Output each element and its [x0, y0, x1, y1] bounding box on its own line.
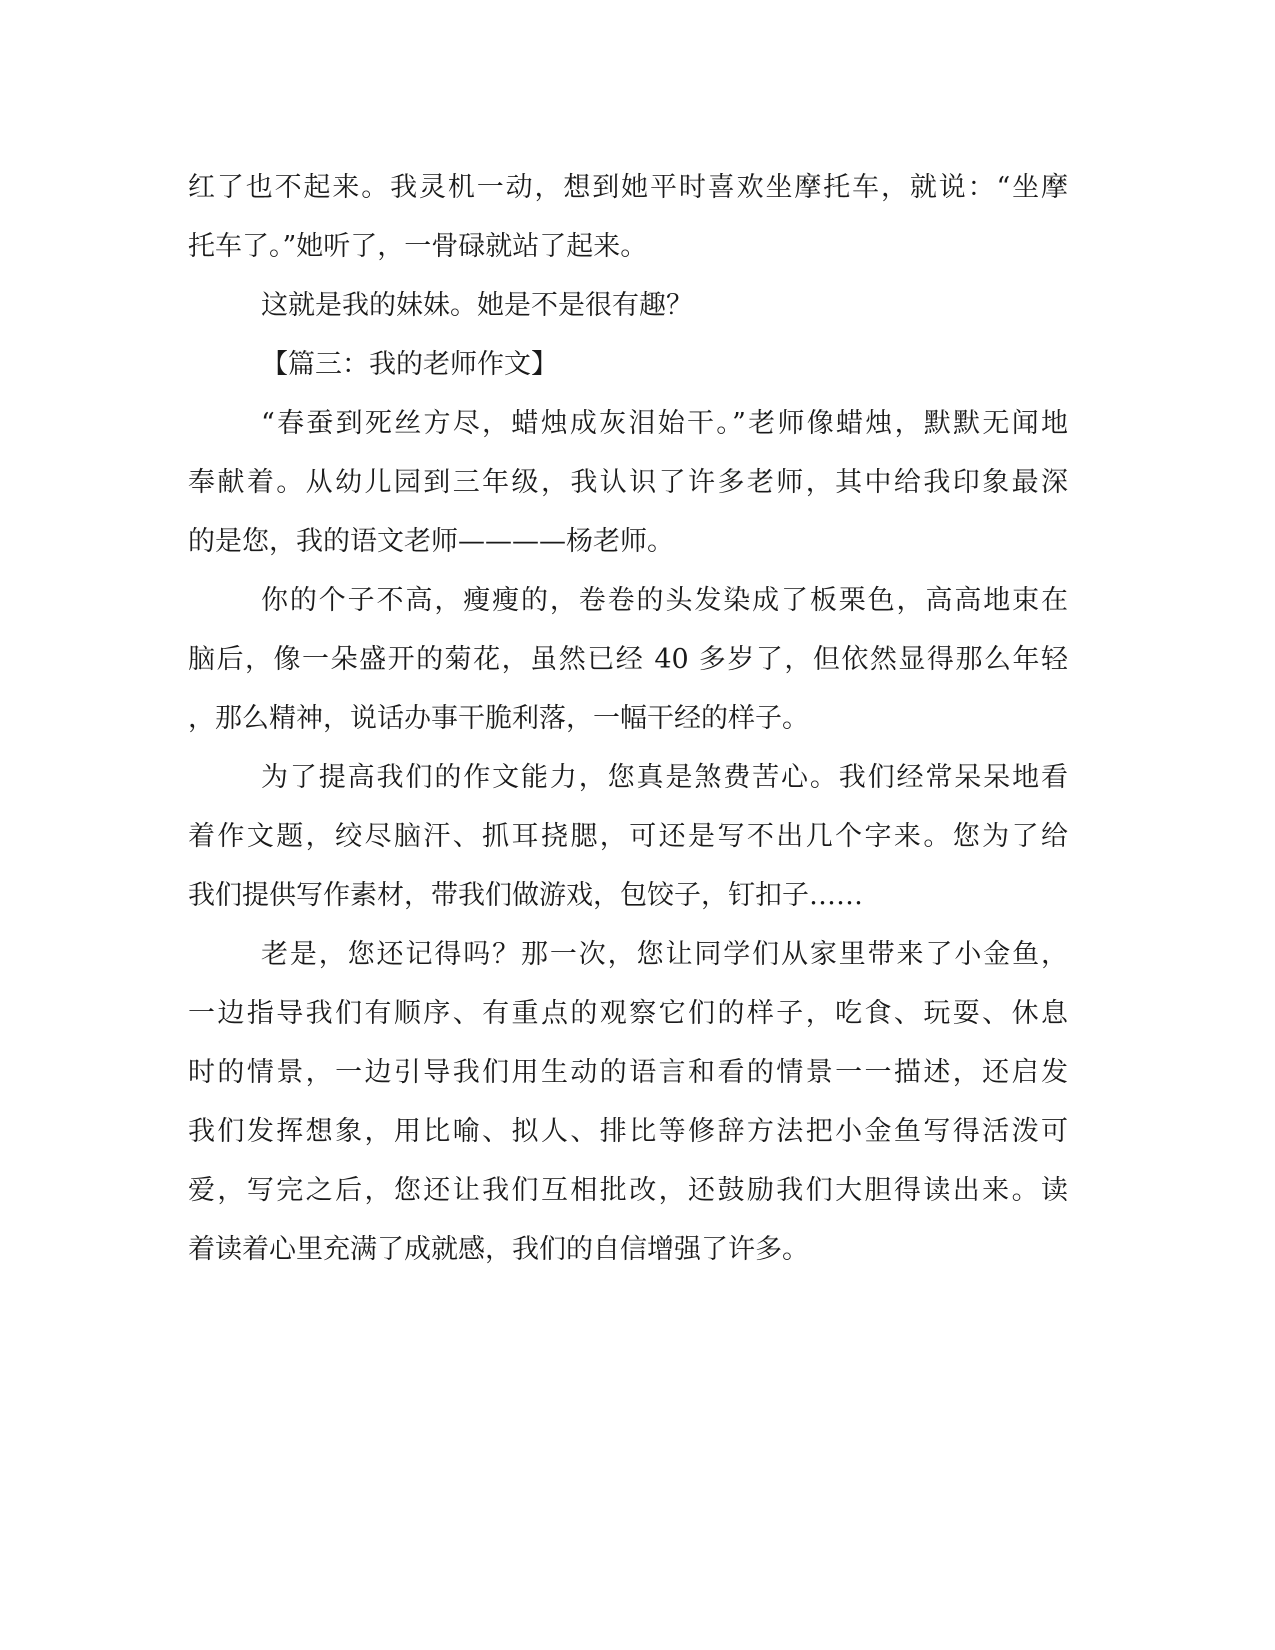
text-line: 着读着心里充满了成就感，我们的自信增强了许多。: [188, 1234, 809, 1265]
text-line: 老是，您还记得吗？那一次，您让同学们从家里带来了小金鱼，: [261, 939, 1068, 970]
text-line: 为了提高我们的作文能力，您真是煞费苦心。我们经常呆呆地看: [261, 762, 1068, 793]
text-line: 我们发挥想象，用比喻、拟人、排比等修辞方法把小金鱼写得活泼可: [188, 1116, 1068, 1147]
text-line: 托车了。”她听了，一骨碌就站了起来。: [188, 231, 648, 262]
text-line: 红了也不起来。我灵机一动，想到她平时喜欢坐摩托车，就说：“坐摩: [188, 172, 1068, 203]
text-line: ，那么精神，说话办事干脆利落，一幅干经的样子。: [188, 703, 809, 734]
text-line: “春蚕到死丝方尽，蜡烛成灰泪始干。”老师像蜡烛，默默无闻地: [261, 408, 1068, 439]
text-line: 着作文题，绞尽脑汗、抓耳挠腮，可还是写不出几个字来。您为了给: [188, 821, 1068, 852]
text-line: 时的情景，一边引导我们用生动的语言和看的情景一一描述，还启发: [188, 1057, 1068, 1088]
text-line: 脑后，像一朵盛开的菊花，虽然已经 40 多岁了，但依然显得那么年轻: [188, 644, 1068, 675]
text-line: 爱，写完之后，您还让我们互相批改，还鼓励我们大胆得读出来。读: [188, 1175, 1068, 1206]
text-line: 一边指导我们有顺序、有重点的观察它们的样子，吃食、玩耍、休息: [188, 998, 1068, 1029]
text-line: 奉献着。从幼儿园到三年级，我认识了许多老师，其中给我印象最深: [188, 467, 1068, 498]
section-heading: 【篇三：我的老师作文】: [261, 349, 558, 380]
text-line: 我们提供写作素材，带我们做游戏，包饺子，钉扣子……: [188, 880, 863, 911]
text-line: 这就是我的妹妹。她是不是很有趣？: [261, 290, 693, 321]
text-line: 你的个子不高，瘦瘦的，卷卷的头发染成了板栗色，高高地束在: [261, 585, 1068, 616]
text-line: 的是您，我的语文老师————杨老师。: [188, 526, 674, 557]
